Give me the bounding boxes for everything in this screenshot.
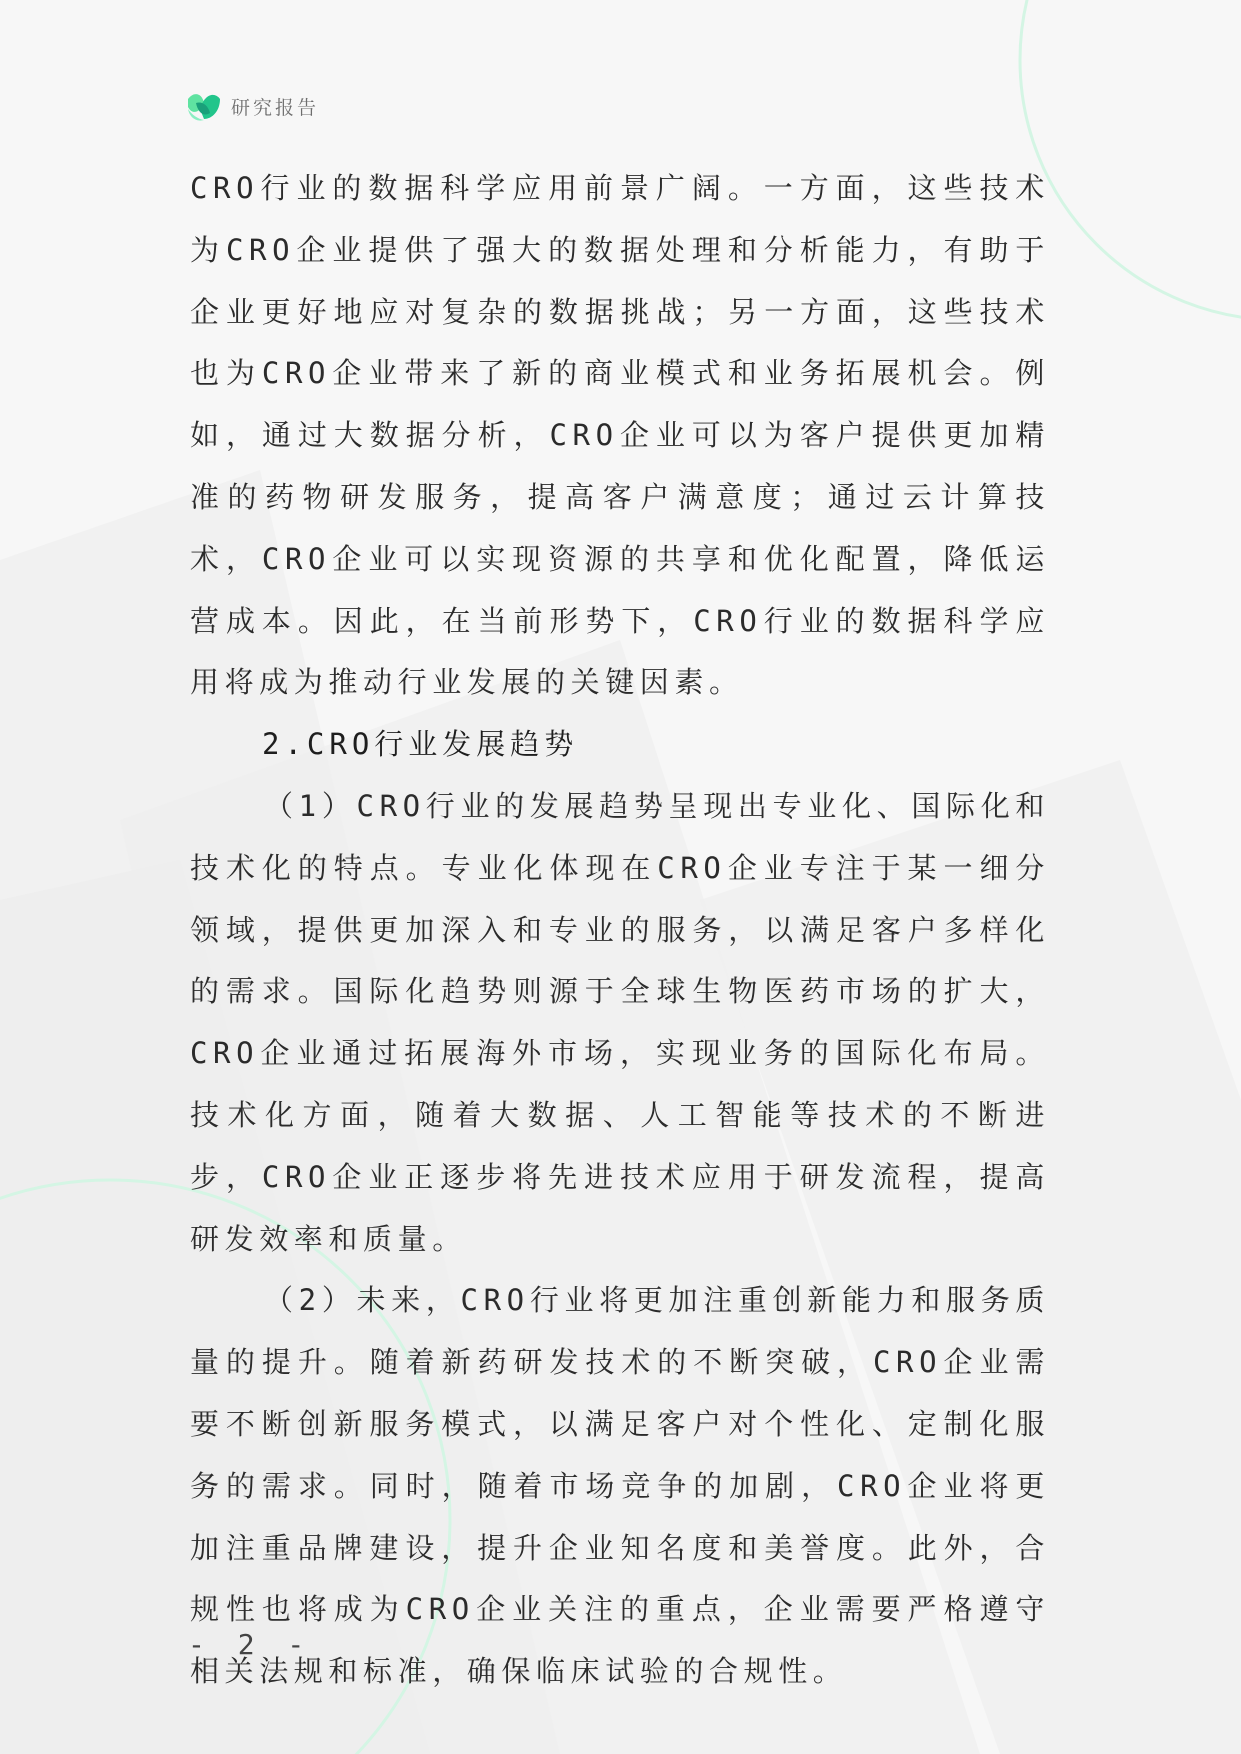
header-title: 研究报告 [231, 96, 320, 119]
decorative-arc-top-right [1020, 0, 1241, 320]
body-paragraph: （1）CRO行业的发展趋势呈现出专业化、国际化和技术化的特点。专业化体现在CRO企业专注于某一细分领域，提供更加深入和专业的服务，以满足客户多样化的需求。国际化趋势则源于全球生物医药市场的扩大，CRO企业通过拓展海外市场，实现业务的国际化布局。技术化方面，随着大数据、人工智能等技术的不断进步，CRO企业正逐步将先进技术应用于研发流程，提高研发效率和质量。 [190, 788, 1050, 1256]
body-paragraph: CRO行业的数据科学应用前景广阔。一方面，这些技术为CRO企业提供了强大的数据处理和分析能力，有助于企业更好地应对复杂的数据挑战；另一方面，这些技术也为CRO企业带来了新的商业模式和业务拓展机会。例如，通过大数据分析，CRO企业可以为客户提供更加精准的药物研发服务，提高客户满意度；通过云计算技术，CRO企业可以实现资源的共享和优化配置，降低运营成本。因此，在当前形势下，CRO行业的数据科学应用将成为推动行业发展的关键因素。 [190, 171, 1050, 700]
body-paragraph: （2）未来，CRO行业将更加注重创新能力和服务质量的提升。随着新药研发技术的不断突破，CRO企业需要不断创新服务模式，以满足客户对个性化、定制化服务的需求。同时，随着市场竞争的加剧，CRO企业将更加注重品牌建设，提升企业知名度和美誉度。此外，合规性也将成为CRO企业关注的重点，企业需要严格遵守相关法规和标准，确保临床试验的合规性。 [190, 1283, 1050, 1689]
page-number: - 2 - [188, 1628, 313, 1661]
document-body [190, 158, 1050, 1703]
stylized-green-leaf-logo-icon [186, 89, 222, 123]
section-heading: 2.CRO行业发展趋势 [262, 727, 579, 762]
report-header [186, 88, 319, 124]
